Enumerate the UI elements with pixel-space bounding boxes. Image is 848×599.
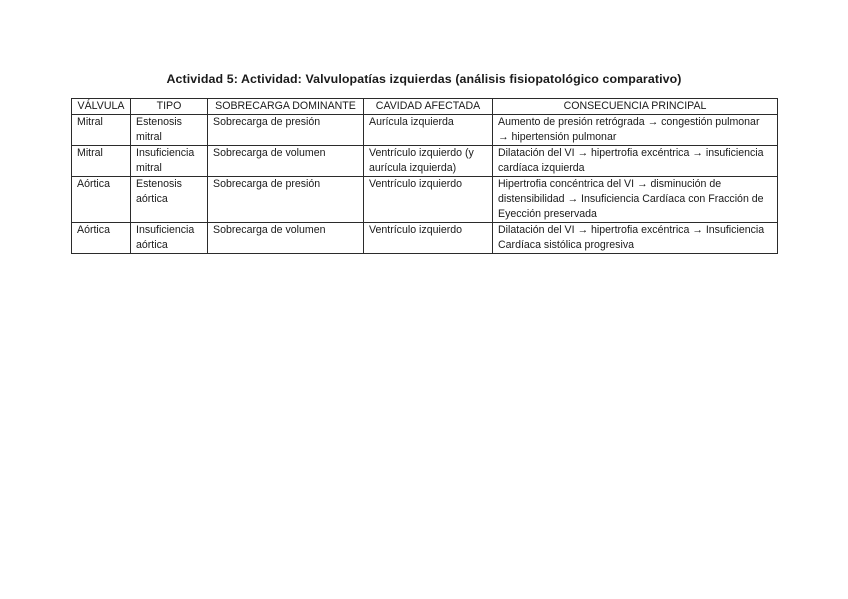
page-title: Actividad 5: Actividad: Valvulopatías izquierdas (análisis fisiopatológico comparativo) [166,72,682,86]
cell-tipo: Insuficiencia mitral [131,146,208,177]
cell-sobrecarga: Sobrecarga de volumen [208,223,364,254]
cell-valvula: Mitral [72,115,131,146]
table-row [72,223,778,254]
header-valvula: VÁLVULA [72,99,131,115]
header-cavidad: CAVIDAD AFECTADA [364,99,493,115]
cell-sobrecarga: Sobrecarga de volumen [208,146,364,177]
header-row [72,99,778,115]
cell-cavidad: Ventrículo izquierdo [364,177,493,223]
cell-consecuencia: Dilatación del VI → hipertrofia excéntrica → Insuficiencia Cardíaca sistólica progresiva [493,223,778,254]
cell-valvula: Mitral [72,146,131,177]
cell-valvula: Aórtica [72,177,131,223]
cell-cavidad: Ventrículo izquierdo (y aurícula izquierda) [364,146,493,177]
table-row [72,177,778,223]
header-consecuencia: CONSECUENCIA PRINCIPAL [493,99,778,115]
table-row [72,146,778,177]
cell-valvula: Aórtica [72,223,131,254]
cell-consecuencia: Aumento de presión retrógrada → congestión pulmonar → hipertensión pulmonar [493,115,778,146]
cell-sobrecarga: Sobrecarga de presión [208,177,364,223]
header-tipo: TIPO [131,99,208,115]
table-row [72,115,778,146]
cell-cavidad: Ventrículo izquierdo [364,223,493,254]
cell-tipo: Estenosis mitral [131,115,208,146]
cell-tipo: Insuficiencia aórtica [131,223,208,254]
table-header [72,99,778,115]
cell-sobrecarga: Sobrecarga de presión [208,115,364,146]
cell-consecuencia: Dilatación del VI → hipertrofia excéntrica → insuficiencia cardíaca izquierda [493,146,778,177]
cell-cavidad: Aurícula izquierda [364,115,493,146]
header-sobrecarga: SOBRECARGA DOMINANTE [208,99,364,115]
valvulopathy-table [71,98,778,254]
cell-tipo: Estenosis aórtica [131,177,208,223]
table-body [72,115,778,254]
cell-consecuencia: Hipertrofia concéntrica del VI → disminución de distensibilidad → Insuficiencia Cardíaca con Fracción de Eyección preservada [493,177,778,223]
